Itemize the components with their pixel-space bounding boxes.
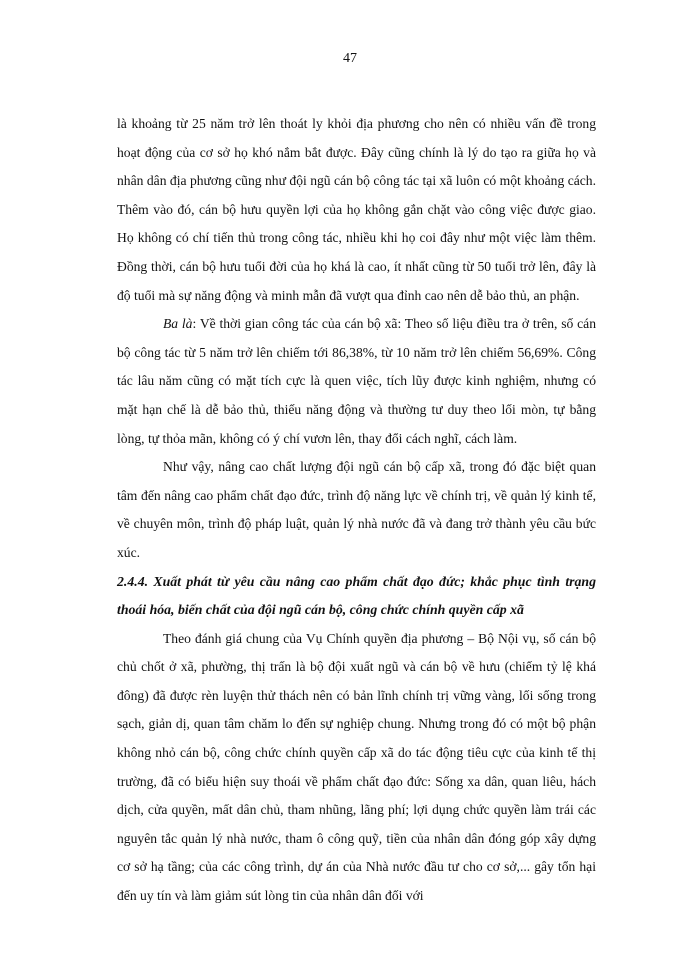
paragraph-lead-italic: Ba là (163, 316, 193, 332)
body-paragraph-1: là khoảng từ 25 năm trở lên thoát ly khỏi địa phương cho nên có nhiều vấn đề trong hoạt động của cơ sở họ khó nắm bắt được. Đây cũng chính là lý do tạo ra giữa họ và nhân dân địa phương cũng như đội ngũ cán bộ công tác tại xã luôn có một khoảng cách. Thêm vào đó, cán bộ hưu quyền lợi của họ không gắn chặt vào công việc được giao. Họ không có chí tiến thủ trong công tác, nhiều khi họ coi đây như một việc làm thêm. Đồng thời, cán bộ hưu tuổi đời của họ khá là cao, ít nhất cũng từ 50 tuổi trở lên, đây là độ tuổi mà sự năng động và minh mẫn đã vượt qua đỉnh cao nên dễ bảo thủ, an phận. (117, 116, 596, 303)
section-heading: 2.4.4. Xuất phát từ yêu cầu nâng cao phẩm chất đạo đức; khắc phục tình trạng thoái hóa, biến chất của đội ngũ cán bộ, công chức chính quyền cấp xã (117, 573, 596, 618)
body-paragraph-4: Theo đánh giá chung của Vụ Chính quyền địa phương – Bộ Nội vụ, số cán bộ chủ chốt ở xã, phường, thị trấn là bộ đội xuất ngũ và cán bộ về hưu (chiếm tỷ lệ khá đông) đã được rèn luyện thử thách nên có bản lĩnh chính trị vững vàng, lối sống trong sạch, giản dị, quan tâm chăm lo đến sự nghiệp chung. Nhưng trong đó có một bộ phận không nhỏ cán bộ, công chức chính quyền cấp xã do tác động tiêu cực của kinh tế thị trường, đã có biểu hiện suy thoái về phẩm chất đạo đức: Sống xa dân, quan liêu, hách dịch, cửa quyền, mất dân chủ, tham nhũng, lãng phí; lợi dụng chức quyền làm trái các nguyên tắc quản lý nhà nước, tham ô công quỹ, tiền của nhân dân đóng góp xây dựng cơ sở hạ tầng; của các công trình, dự án của Nhà nước đầu tư cho cơ sở,... gây tổn hại đến uy tín và làm giảm sút lòng tin của nhân dân đối với (117, 630, 596, 904)
paragraph-2-text: : Về thời gian công tác của cán bộ xã: Theo số liệu điều tra ở trên, số cán bộ công tác từ 5 năm trở lên chiếm tới 86,38%, từ 10 năm trở lên chiếm 56,69%. Công tác lâu năm cũng có mặt tích cực là quen việc, tích lũy được kinh nghiệm, nhưng có mặt hạn chế là dễ bảo thủ, thiếu năng động và thường tư duy theo lối mòn, tự bằng lòng, tự thỏa mãn, không có ý chí vươn lên, thay đổi cách nghĩ, cách làm. (117, 316, 597, 446)
body-paragraph-2 (117, 310, 596, 453)
page-body (117, 110, 596, 911)
body-paragraph-3: Như vậy, nâng cao chất lượng đội ngũ cán bộ cấp xã, trong đó đặc biệt quan tâm đến nâng cao phẩm chất đạo đức, trình độ năng lực về chính trị, về quản lý kinh tế, về chuyên môn, trình độ pháp luật, quản lý nhà nước đã và đang trở thành yêu cầu bức xúc. (117, 459, 596, 560)
page-number: 47 (343, 51, 357, 66)
